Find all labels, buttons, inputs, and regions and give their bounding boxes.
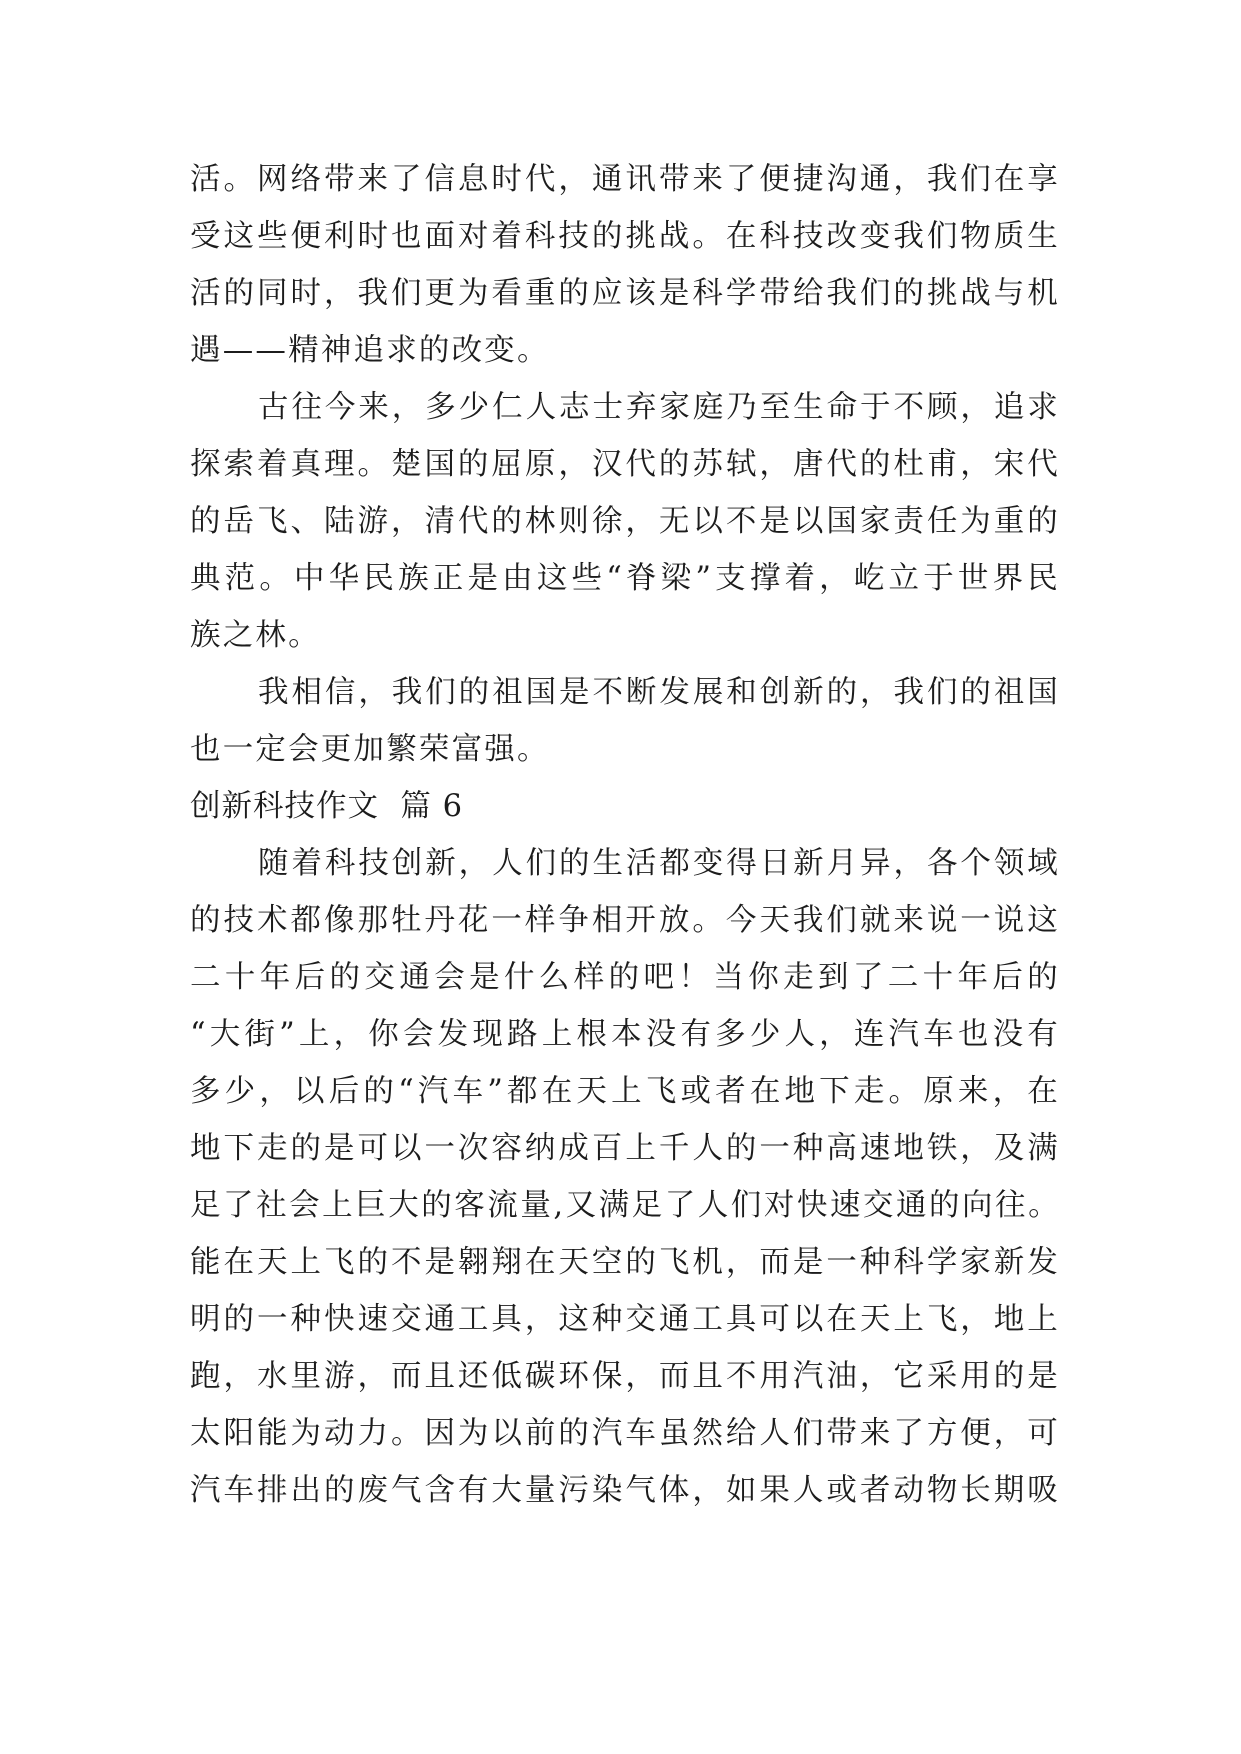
text-line: 汽车排出的废气含有大量污染气体，如果人或者动物长期吸 bbox=[190, 1473, 1060, 1508]
text-line: 我相信，我们的祖国是不断发展和创新的，我们的祖国 bbox=[258, 675, 1060, 710]
text-line: 明的一种快速交通工具，这种交通工具可以在天上飞，地上 bbox=[190, 1302, 1060, 1337]
text-line: 太阳能为动力。因为以前的汽车虽然给人们带来了方便，可 bbox=[190, 1416, 1060, 1451]
text-line: 足了社会上巨大的客流量,又满足了人们对快速交通的向往。 bbox=[190, 1188, 1060, 1223]
text-line: 受这些便利时也面对着科技的挑战。在科技改变我们物质生 bbox=[190, 219, 1060, 254]
text-line: 古往今来，多少仁人志士弃家庭乃至生命于不顾，追求 bbox=[258, 390, 1060, 425]
text-line: 多少，以后的“汽车”都在天上飞或者在地下走。原来，在 bbox=[190, 1074, 1060, 1109]
text-line: 遇——精神追求的改变。 bbox=[190, 333, 550, 368]
text-line: “大街”上，你会发现路上根本没有多少人，连汽车也没有 bbox=[190, 1017, 1060, 1052]
text-line: 随着科技创新，人们的生活都变得日新月异，各个领域 bbox=[258, 846, 1060, 881]
section-heading: 创新科技作文 篇 6 bbox=[190, 789, 463, 824]
text-line: 的技术都像那牡丹花一样争相开放。今天我们就来说一说这 bbox=[190, 903, 1060, 938]
text-line: 探索着真理。楚国的屈原，汉代的苏轼，唐代的杜甫，宋代 bbox=[190, 447, 1060, 482]
text-line: 的岳飞、陆游，清代的林则徐，无以不是以国家责任为重的 bbox=[190, 504, 1060, 539]
text-line: 活的同时，我们更为看重的应该是科学带给我们的挑战与机 bbox=[190, 276, 1060, 311]
text-line: 也一定会更加繁荣富强。 bbox=[190, 732, 550, 767]
text-line: 能在天上飞的不是翱翔在天空的飞机，而是一种科学家新发 bbox=[190, 1245, 1060, 1280]
text-line: 族之林。 bbox=[190, 618, 321, 653]
text-line: 地下走的是可以一次容纳成百上千人的一种高速地铁，及满 bbox=[190, 1131, 1060, 1166]
text-line: 典范。中华民族正是由这些“脊梁”支撑着，屹立于世界民 bbox=[190, 561, 1060, 596]
text-line: 活。网络带来了信息时代，通讯带来了便捷沟通，我们在享 bbox=[190, 162, 1060, 197]
text-line: 跑，水里游，而且还低碳环保，而且不用汽油，它采用的是 bbox=[190, 1359, 1060, 1394]
text-line: 二十年后的交通会是什么样的吧！当你走到了二十年后的 bbox=[190, 960, 1060, 995]
document-body bbox=[190, 151, 1060, 1519]
